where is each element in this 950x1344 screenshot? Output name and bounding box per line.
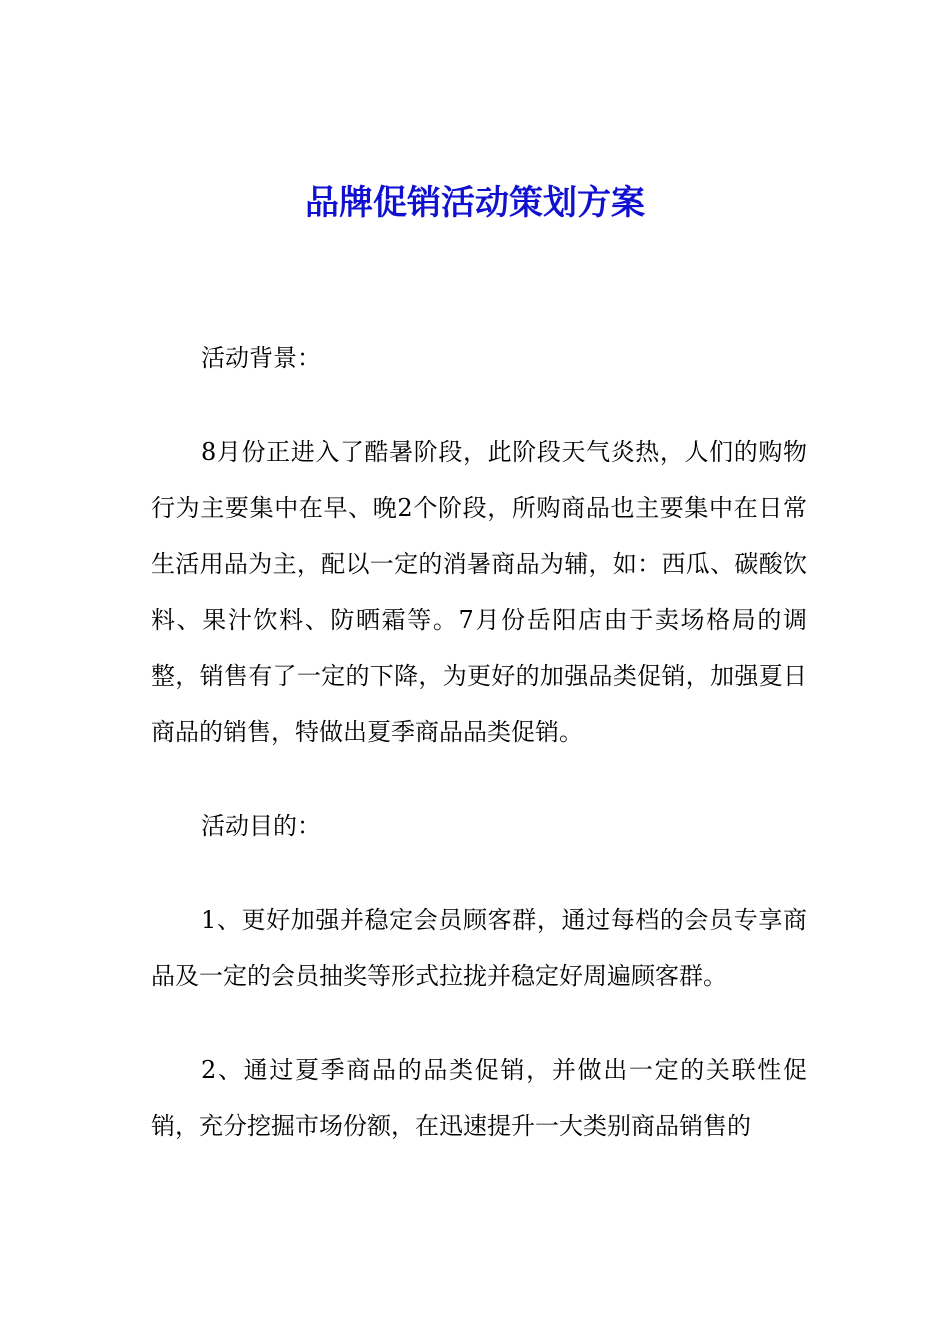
document-title: 品牌促销活动策划方案 (305, 183, 645, 223)
section-heading-background: 活动背景： (201, 344, 321, 372)
paragraph-background: 8月份正进入了酷暑阶段，此阶段天气炎热，人们的购物行为主要集中在早、晚2个阶段，所购商品也主要集中在日常生活用品为主，配以一定的消暑商品为辅，如：西瓜、碳酸饮料、果汁饮料、防晒霜等。7月份岳阳店由于卖场格局的调整，销售有了一定的下降，为更好的加强品类促销，加强夏日商品的销售，特做出夏季商品品类促销。 (151, 438, 807, 746)
section-heading-objectives: 活动目的： (201, 812, 321, 840)
paragraph-objective-1: 1、更好加强并稳定会员顾客群，通过每档的会员专享商品及一定的会员抽奖等形式拉拢并稳定好周遍顾客群。 (151, 906, 807, 990)
paragraph-objective-2: 2、通过夏季商品的品类促销，并做出一定的关联性促销，充分挖掘市场份额，在迅速提升一大类别商品销售的 (151, 1056, 807, 1140)
document-body (151, 330, 807, 1154)
